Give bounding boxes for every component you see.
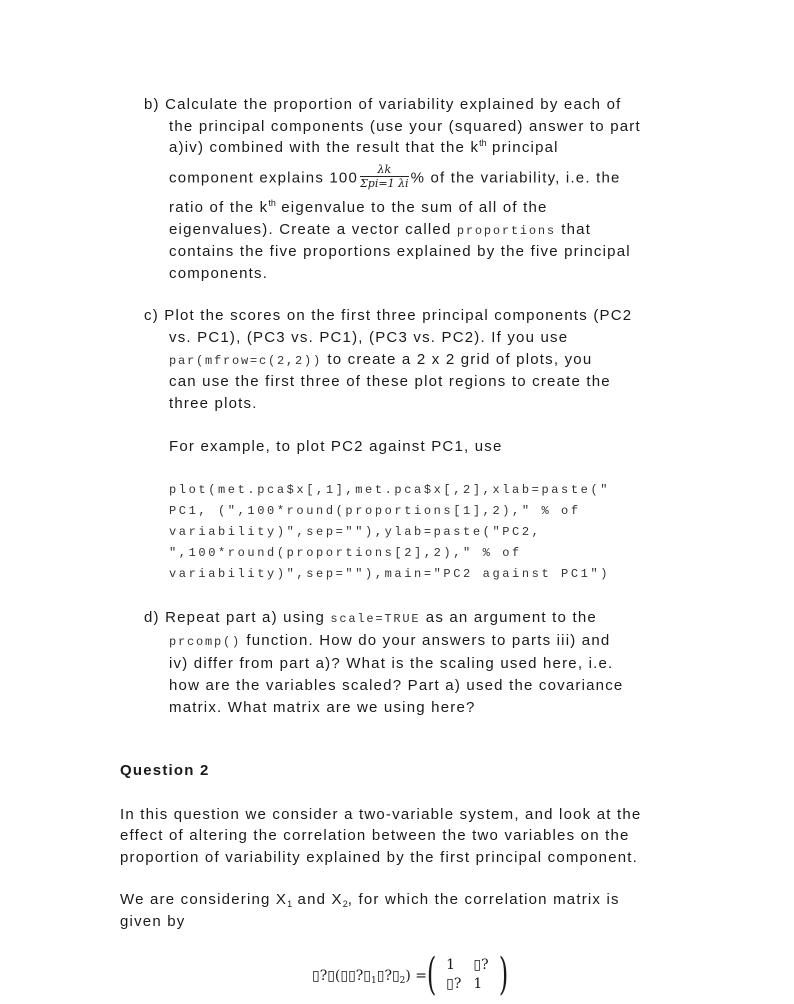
part-d-line-2: prcomp() function. How do your answers to parts iii) and (169, 632, 611, 649)
part-c-line-4: can use the first three of these plot regions to create the (169, 373, 611, 390)
part-c-line-2: vs. PC1), (PC3 vs. PC1), (PC3 vs. PC2). If you use (169, 329, 569, 346)
left-paren: ( (426, 949, 437, 1000)
part-b-line-8: components. (169, 265, 269, 282)
q2-paragraph-line-3: proportion of variability explained by the first principal component. (120, 849, 639, 866)
part-b-line-6: eigenvalues). Create a vector called proportions that (169, 221, 592, 238)
matrix-cell: ▯? (446, 976, 462, 992)
part-d-line-5: matrix. What matrix are we using here? (169, 699, 476, 716)
eigenvalue-fraction: $\frac{\lambda k}{\text{Σpi=1 λi}}$ (360, 163, 409, 190)
part-b-line-1: b) Calculate the proportion of variability explained by each of (144, 96, 622, 113)
part-c-line-5: three plots. (169, 395, 258, 412)
part-b-line-2: the principal components (use your (squared) answer to part (169, 118, 641, 135)
part-c-line-3: par(mfrow=c(2,2)) to create a 2 x 2 grid of plots, you (169, 351, 593, 368)
part-b-line-7: contains the five proportions explained by the five principal (169, 243, 631, 260)
correlation-matrix (423, 949, 512, 1000)
q2-variables-line-1: We are considering $X_1$ and $X_2$, for which the correlation matrix is (120, 891, 620, 909)
part-d-line-4: how are the variables scaled? Part a) used the covariance (169, 677, 624, 694)
correlation-equation-lhs: $▯?▯(▯▯?▯_1▯?▯_2)$ = (312, 968, 428, 986)
code-line-5: variability)",sep=""),main="PC2 against PC1") (169, 567, 611, 581)
right-paren: ) (498, 949, 508, 1000)
matrix-cell: 1 (473, 976, 483, 992)
matrix-cell: ▯? (473, 957, 489, 973)
part-d-line-3: iv) differ from part a)? What is the scaling used here, i.e. (169, 655, 614, 672)
code-line-4: ",100*round(proportions[2],2)," % of (169, 546, 522, 560)
matrix-cell: 1 (446, 957, 456, 973)
part-b-line-3: a)iv) combined with the result that the $k^{th}$ principal (169, 138, 559, 156)
part-d-line-1: d) Repeat part a) using scale=TRUE as an argument to the (144, 609, 597, 626)
q2-paragraph-line-1: In this question we consider a two-variable system, and look at the (120, 806, 642, 823)
q2-variables-line-2: given by (120, 913, 186, 930)
code-line-2: PC1, (",100*round(proportions[1],2)," % of (169, 504, 581, 518)
part-b-line-4: component explains 100 $\frac{\lambda k}{\text{Σpi=1 λi}}$ % of the variability, i.e. the (169, 163, 621, 190)
part-b-line-5: ratio of the $k^{th}$ eigenvalue to the sum of all of the (169, 198, 548, 216)
code-line-1: plot(met.pca$x[,1],met.pca$x[,2],xlab=paste(" (169, 483, 611, 497)
part-c-example: For example, to plot PC2 against PC1, use (169, 438, 503, 455)
q2-paragraph-line-2: effect of altering the correlation between the two variables on the (120, 827, 630, 844)
code-line-3: variability)",sep=""),ylab=paste("PC2, (169, 525, 542, 539)
part-c-line-1: c) Plot the scores on the first three principal components (PC2 (144, 307, 633, 324)
question-2-heading: Question 2 (120, 762, 210, 779)
